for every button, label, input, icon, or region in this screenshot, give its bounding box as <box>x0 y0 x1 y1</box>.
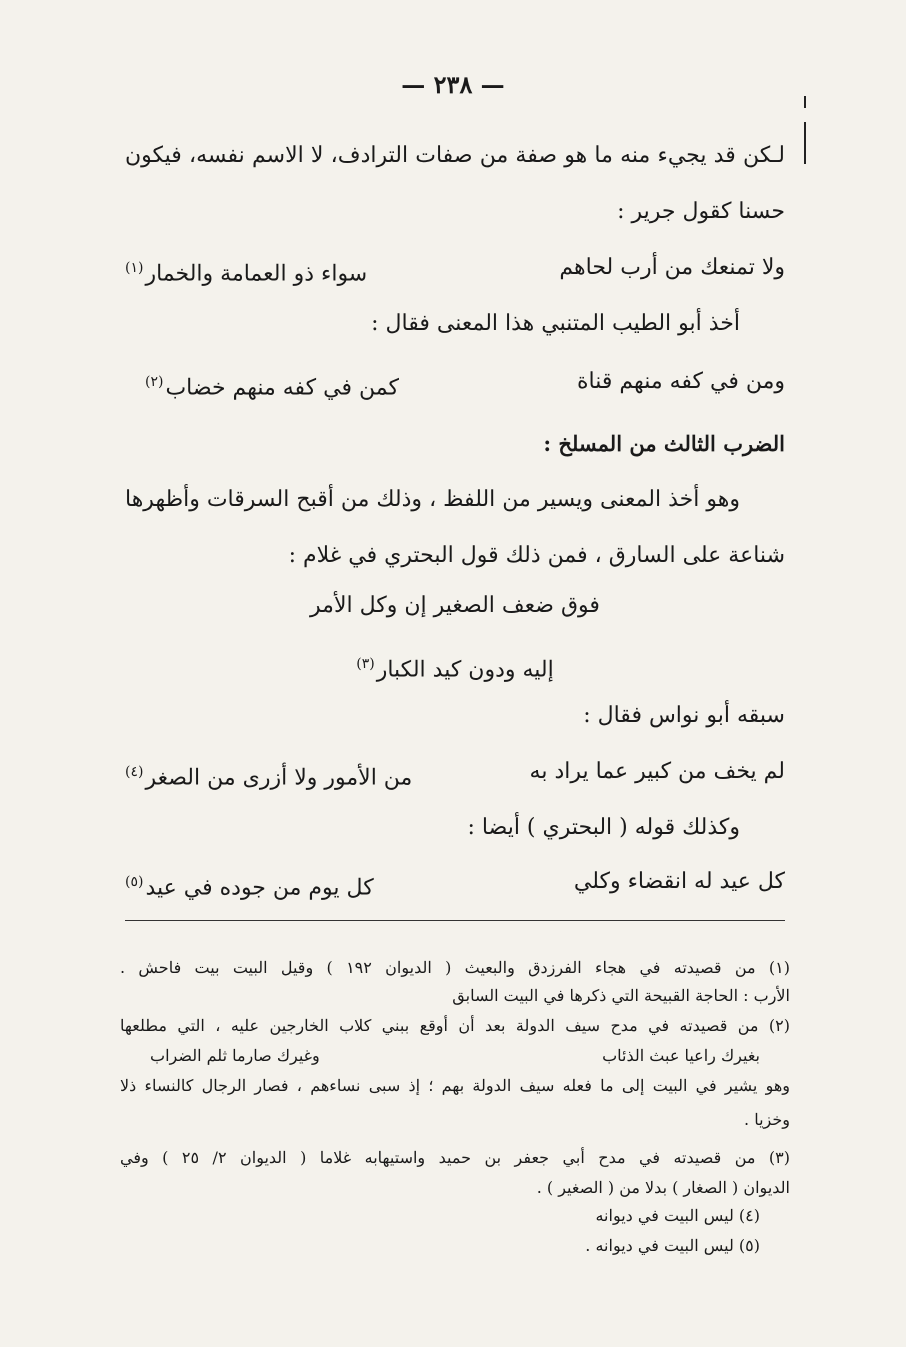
margin-mark <box>804 96 806 108</box>
paragraph-line: أخذ أبو الطيب المتنبي هذا المعنى فقال : <box>371 311 740 336</box>
verse-second-hemistich: من الأمور ولا أزرى من الصغر$^{(٤)}$ <box>125 764 413 791</box>
paragraph-line: وهو أخذ المعنى ويسير من اللفظ ، وذلك من أقبح السرقات وأظهرها <box>125 487 740 512</box>
verse-3-first: فوق ضعف الصغير إن وكل الأمر <box>310 593 600 618</box>
paragraph-line: لـكن قد يجيء منه ما هو صفة من صفات الترادف، لا الاسم نفسه، فيكون <box>125 143 785 168</box>
footnote-1-line: (١) من قصيدته في هجاء الفرزدق والبعيث ( الديوان ١٩٢ ) وقيل البيت بيت فاحش . <box>120 958 790 977</box>
footnote-2-line: (٢) من قصيدته في مدح سيف الدولة بعد أن أوقع ببني كلاب الخارجين عليه ، التي مطلعها <box>120 1016 790 1035</box>
footnote-5: (٥) ليس البيت في ديوانه . <box>585 1236 760 1255</box>
verse-2 <box>125 366 785 404</box>
verse-first-hemistich: كل عيد له انقضاء وكلي <box>573 869 785 894</box>
footnote-marker: (١) <box>125 260 144 276</box>
paragraph-line: شناعة على السارق ، فمن ذلك قول البحتري في غلام : <box>288 543 785 568</box>
verse-second-hemistich: سواء ذو العمامة والخمار$^{(١)}$ <box>125 260 368 287</box>
footnote-2-line: وخزيا . <box>744 1110 790 1129</box>
page-number: — ٢٣٨ — <box>401 70 505 99</box>
footnote-marker: (٢) <box>145 374 164 390</box>
footnote-3-line: الديوان ( الصغار ) بدلا من ( الصغير ) . <box>536 1178 790 1197</box>
footnote-4: (٤) ليس البيت في ديوانه <box>595 1206 760 1225</box>
verse-3-second: إليه ودون كيد الكبار$^{(٣)}$ <box>356 656 554 683</box>
verse-1 <box>125 252 785 290</box>
footnote-verse-first: بغيرك راعيا عبث الذئاب <box>602 1046 760 1065</box>
verse-second-hemistich: كل يوم من جوده في عيد$^{(٥)}$ <box>125 874 374 901</box>
footnote-verse-second: وغيرك صارما ثلم الضراب <box>150 1046 320 1065</box>
margin-mark <box>804 122 806 164</box>
paragraph-line: حسنا كقول جرير : <box>617 199 785 224</box>
verse-first-hemistich: ولا تمنعك من أرب لحاهم <box>559 255 785 280</box>
footnote-1-line: الأرب : الحاجة القبيحة التي ذكرها في البيت السابق <box>452 986 790 1005</box>
footnote-rule <box>125 920 785 921</box>
paragraph-line: وكذلك قوله ( البحتري ) أيضا : <box>467 815 740 840</box>
footnote-2-line: وهو يشير في البيت إلى ما فعله سيف الدولة بهم ؛ إذ سبى نساءهم ، فصار الرجال كالنساء ذلا <box>120 1076 790 1095</box>
verse-first-hemistich: ومن في كفه منهم قناة <box>577 369 785 394</box>
paragraph-line: سبقه أبو نواس فقال : <box>583 703 785 728</box>
verse-first-hemistich: لم يخف من كبير عما يراد به <box>529 759 785 784</box>
verse-second-hemistich: كمن في كفه منهم خضاب$^{(٢)}$ <box>145 374 399 401</box>
footnote-2-verse <box>120 1043 790 1069</box>
footnote-3-line: (٣) من قصيدته في مدح أبي جعفر بن حميد واستيهابه غلاما ( الديوان ٢/ ٢٥ ) وفي <box>120 1148 791 1167</box>
footnote-marker: (٣) <box>356 656 375 672</box>
verse-4 <box>125 756 785 794</box>
footnote-marker: (٤) <box>125 764 144 780</box>
verse-5 <box>125 866 785 904</box>
footnote-marker: (٥) <box>125 874 144 890</box>
section-heading: الضرب الثالث من المسلخ : <box>543 431 785 456</box>
